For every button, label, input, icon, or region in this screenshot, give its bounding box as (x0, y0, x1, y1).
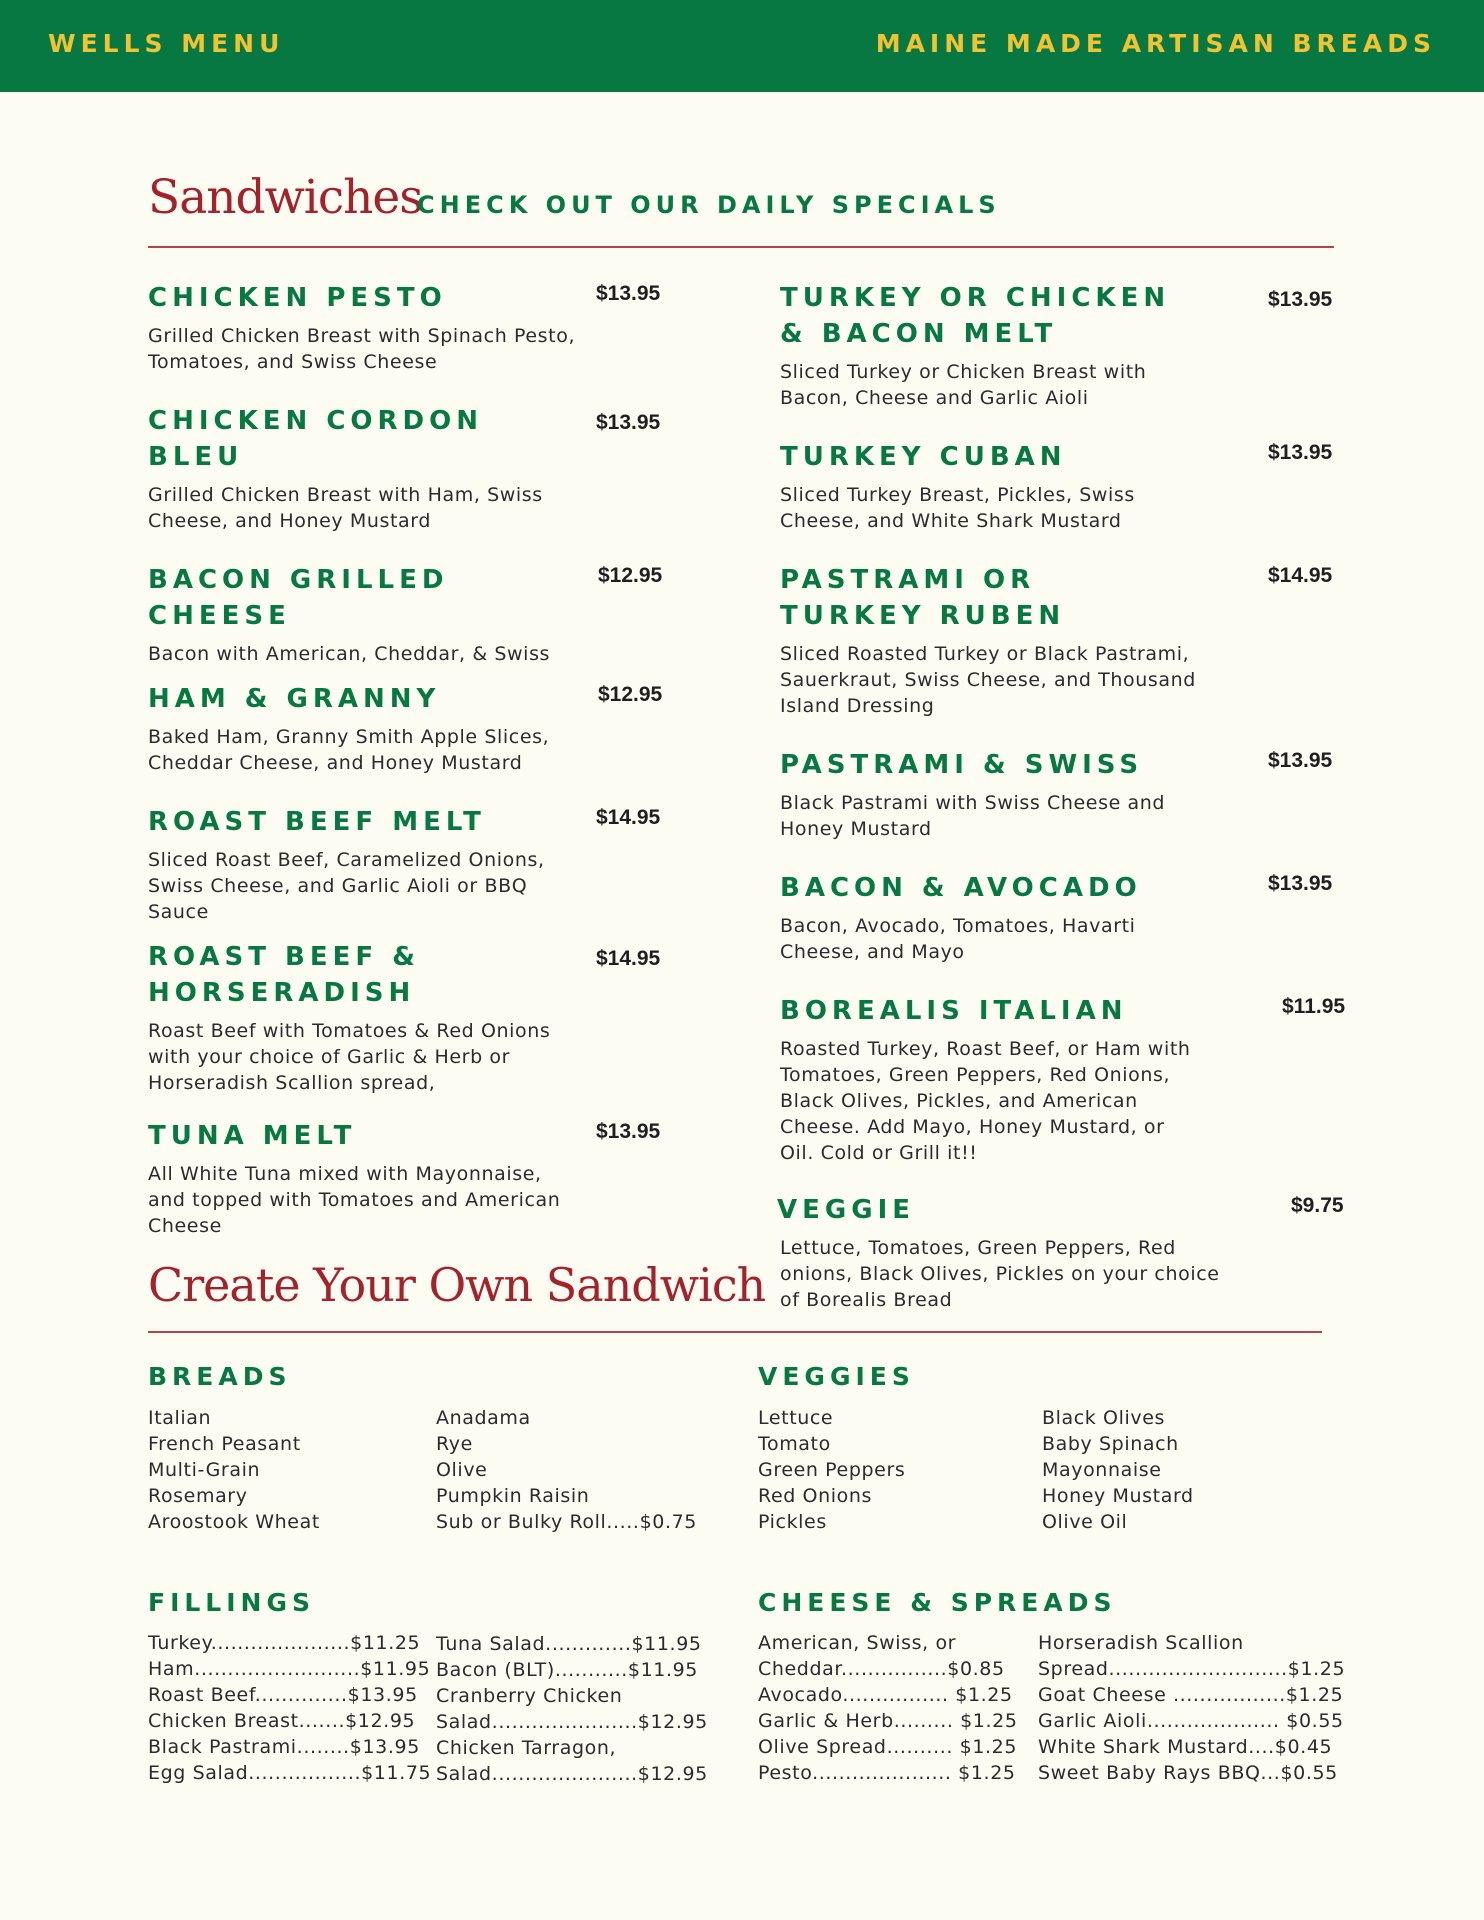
list-item: Goat Cheese .................$1.25 (1038, 1684, 1344, 1706)
item-name: VEGGIE (777, 1195, 915, 1225)
item-price: $13.95 (596, 411, 661, 434)
menu-item (148, 939, 668, 1096)
daily-specials-subtitle: CHECK OUT OUR DAILY SPECIALS (417, 191, 1001, 219)
item-price: $14.95 (596, 806, 661, 829)
item-name: CHICKEN PESTO (148, 283, 447, 313)
menu-item (780, 747, 1340, 842)
list-item: Black Pastrami........$13.95 (148, 1736, 420, 1758)
item-name: BOREALIS ITALIAN (780, 996, 1128, 1026)
item-name: TUNA MELT (148, 1121, 357, 1151)
create-your-own-title: Create Your Own Sandwich (148, 1258, 766, 1312)
item-name: HAM & GRANNY (148, 684, 441, 714)
item-description: Grilled Chicken Breast with Ham, Swiss Cheese, and Honey Mustard (148, 484, 543, 532)
breads-list-2 (436, 1405, 697, 1535)
item-price: $9.75 (1291, 1194, 1344, 1217)
list-item: Roast Beef..............$13.95 (148, 1684, 418, 1706)
list-item: Italian (148, 1407, 212, 1429)
list-item: Pumpkin Raisin (436, 1485, 590, 1507)
menu-brand: WELLS MENU (48, 29, 285, 58)
list-item: Multi-Grain (148, 1459, 261, 1481)
breads-heading: BREADS (148, 1362, 292, 1391)
menu-item (148, 681, 668, 776)
list-item: Pickles (758, 1511, 827, 1533)
item-description: Bacon, Avocado, Tomatoes, Havarti Cheese, and Mayo (780, 915, 1136, 963)
item-price: $14.95 (1268, 564, 1333, 587)
item-name: BACON GRILLED CHEESE (148, 565, 449, 631)
item-name: TURKEY CUBAN (780, 442, 1067, 472)
list-item: Mayonnaise (1042, 1459, 1162, 1481)
item-name: ROAST BEEF & HORSERADISH (148, 942, 420, 1008)
menu-item (780, 439, 1340, 534)
menu-item (148, 804, 668, 925)
fillings-heading: FILLINGS (148, 1588, 315, 1617)
fillings-list-2 (436, 1631, 708, 1787)
item-name: TURKEY OR CHICKEN & BACON MELT (780, 283, 1171, 349)
breads-list-1 (148, 1405, 320, 1535)
list-item: Green Peppers (758, 1459, 906, 1481)
menu-item (780, 280, 1340, 411)
section-divider (148, 246, 1334, 248)
list-item: Red Onions (758, 1485, 872, 1507)
section-divider (148, 1331, 1322, 1333)
list-item: Aroostook Wheat (148, 1511, 320, 1533)
sandwich-column-left (148, 280, 668, 1239)
list-item: Ham.........................$11.95 (148, 1658, 431, 1680)
list-item: Baby Spinach (1042, 1433, 1179, 1455)
list-item: Garlic Aioli.................... $0.55 (1038, 1710, 1344, 1732)
veggies-list-2 (1042, 1405, 1194, 1535)
menu-item (148, 1118, 668, 1239)
menu-tagline: MAINE MADE ARTISAN BREADS (875, 29, 1436, 58)
item-name: PASTRAMI & SWISS (780, 750, 1144, 780)
cheese-list-1 (758, 1630, 1018, 1786)
item-name: CHICKEN CORDON BLEU (148, 406, 483, 472)
list-item: Garlic & Herb......... $1.25 (758, 1710, 1018, 1732)
item-price: $13.95 (1268, 872, 1333, 895)
item-price: $12.95 (598, 683, 663, 706)
item-price: $13.95 (1268, 288, 1333, 311)
list-item: Cheddar................$0.85 (758, 1658, 1005, 1680)
list-item: Chicken Tarragon, (436, 1737, 617, 1759)
list-item: Bacon (BLT)...........$11.95 (436, 1659, 698, 1681)
item-price: $14.95 (596, 947, 661, 970)
veggies-heading: VEGGIES (758, 1362, 915, 1391)
item-price: $13.95 (1268, 441, 1333, 464)
list-item: Tomato (758, 1433, 831, 1455)
cheese-spreads-heading: CHEESE & SPREADS (758, 1588, 1117, 1617)
list-item: Spread...........................$1.25 (1038, 1658, 1346, 1680)
menu-item (148, 562, 668, 667)
item-description: Roasted Turkey, Roast Beef, or Ham with Tomatoes, Green Peppers, Red Onions, Black Olives, Pickles, and American Cheese. Add Mayo, Honey Mustard, or Oil. Cold or Grill it!! (780, 1038, 1191, 1164)
list-item: Egg Salad.................$11.75 (148, 1762, 432, 1784)
header-bar (0, 0, 1484, 92)
list-item: Anadama (436, 1407, 531, 1429)
item-price: $11.95 (1282, 995, 1346, 1018)
cheese-list-2 (1038, 1630, 1345, 1786)
list-item: Olive Spread.......... $1.25 (758, 1736, 1018, 1758)
sandwiches-title: Sandwiches (148, 170, 423, 225)
item-price: $13.95 (1268, 749, 1333, 772)
list-item: Lettuce (758, 1407, 834, 1429)
list-item: Sweet Baby Rays BBQ...$0.55 (1038, 1762, 1338, 1784)
item-description: Baked Ham, Granny Smith Apple Slices, Cheddar Cheese, and Honey Mustard (148, 726, 550, 774)
list-item: French Peasant (148, 1433, 301, 1455)
item-price: $12.95 (598, 564, 663, 587)
item-description: Sliced Turkey or Chicken Breast with Bacon, Cheese and Garlic Aioli (780, 361, 1147, 409)
list-item: Horseradish Scallion (1038, 1632, 1244, 1654)
list-item: Salad......................$12.95 (436, 1711, 708, 1733)
menu-item (780, 870, 1340, 965)
menu-item (148, 403, 668, 534)
list-item: Rosemary (148, 1485, 248, 1507)
list-item: Cranberry Chicken (436, 1685, 623, 1707)
item-description: Sliced Roast Beef, Caramelized Onions, Swiss Cheese, and Garlic Aioli or BBQ Sauce (148, 849, 545, 923)
item-price: $13.95 (596, 282, 661, 305)
list-item: Salad......................$12.95 (436, 1763, 708, 1785)
list-item: Olive (436, 1459, 488, 1481)
list-item: Avocado................ $1.25 (758, 1684, 1013, 1706)
list-item: Chicken Breast.......$12.95 (148, 1710, 416, 1732)
item-description: Sliced Turkey Breast, Pickles, Swiss Cheese, and White Shark Mustard (780, 484, 1135, 532)
list-item: Pesto..................... $1.25 (758, 1762, 1016, 1784)
menu-item (148, 280, 668, 375)
item-description: Black Pastrami with Swiss Cheese and Honey Mustard (780, 792, 1166, 840)
item-name: ROAST BEEF MELT (148, 807, 486, 837)
menu-item (780, 993, 1346, 1166)
sandwich-column-right (777, 280, 1346, 1313)
item-description: All White Tuna mixed with Mayonnaise, and topped with Tomatoes and American Cheese (148, 1163, 561, 1237)
list-item: White Shark Mustard....$0.45 (1038, 1736, 1333, 1758)
menu-item (777, 1192, 1344, 1313)
list-item: Honey Mustard (1042, 1485, 1194, 1507)
veggies-list-1 (758, 1405, 905, 1535)
list-item: Tuna Salad.............$11.95 (436, 1633, 702, 1655)
list-item: American, Swiss, or (758, 1632, 957, 1654)
list-item: Rye (436, 1433, 473, 1455)
list-item: Olive Oil (1042, 1511, 1128, 1533)
list-item: Black Olives (1042, 1407, 1165, 1429)
item-description: Sliced Roasted Turkey or Black Pastrami, Sauerkraut, Swiss Cheese, and Thousand Island Dressing (780, 643, 1196, 717)
item-price: $13.95 (596, 1120, 661, 1143)
item-name: BACON & AVOCADO (780, 873, 1142, 903)
list-item: Turkey.....................$11.25 (148, 1632, 421, 1654)
item-description: Bacon with American, Cheddar, & Swiss (148, 643, 551, 665)
item-description: Grilled Chicken Breast with Spinach Pesto, Tomatoes, and Swiss Cheese (148, 325, 576, 373)
list-item: Sub or Bulky Roll.....$0.75 (436, 1511, 697, 1533)
fillings-list-1 (148, 1630, 431, 1786)
item-description: Roast Beef with Tomatoes & Red Onions with your choice of Garlic & Herb or Horseradish Scallion spread, (148, 1020, 551, 1094)
menu-item (780, 562, 1340, 719)
item-description: Lettuce, Tomatoes, Green Peppers, Red onions, Black Olives, Pickles on your choice of Borealis Bread (780, 1237, 1220, 1311)
item-name: PASTRAMI OR TURKEY RUBEN (780, 565, 1066, 631)
